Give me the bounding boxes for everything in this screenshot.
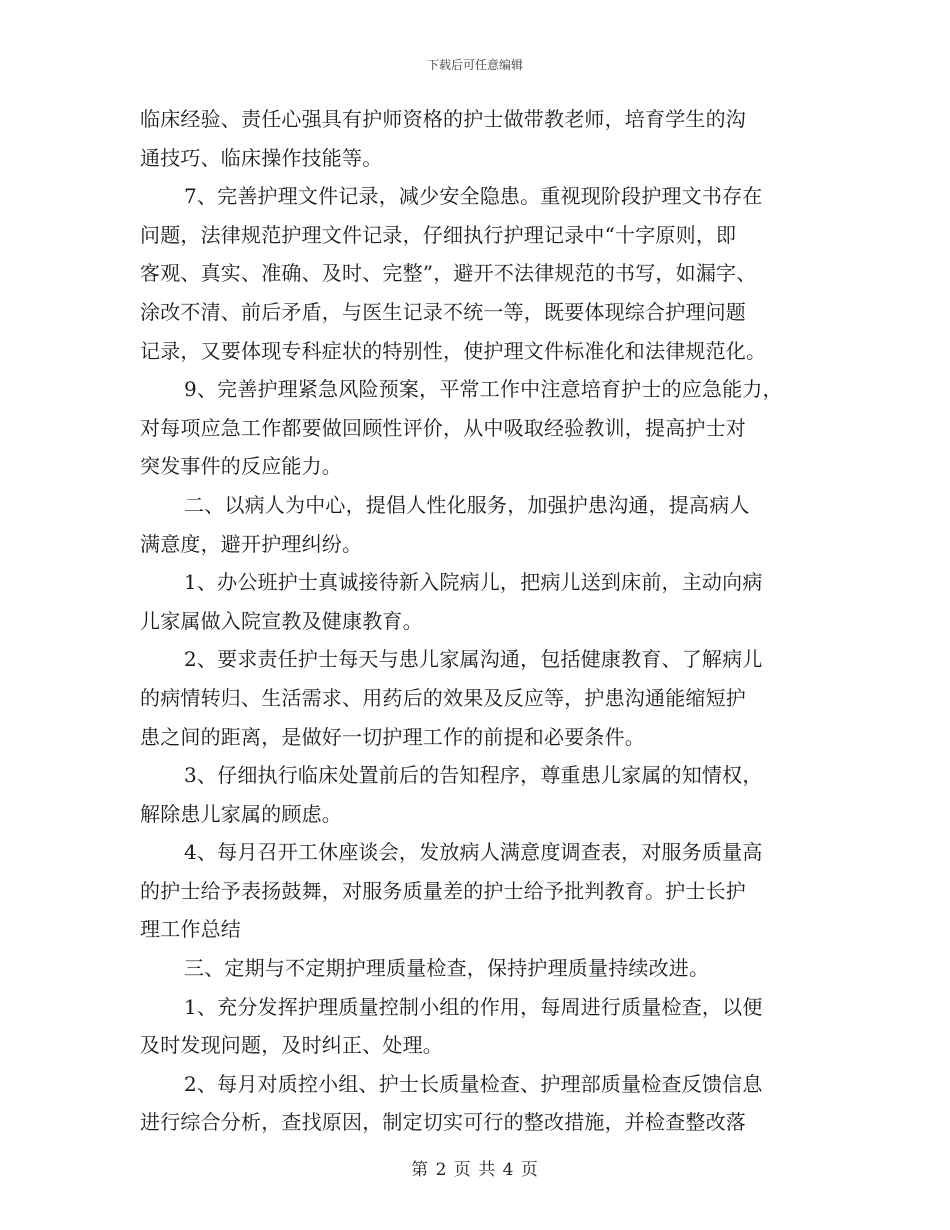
text-line: 解除患儿家属的顾虑。	[140, 801, 342, 826]
page-header: 下载后可任意编辑	[426, 58, 523, 72]
document-body	[140, 100, 830, 1142]
text-line: 对每项应急工作都要做回顾性评价，从中吸取经验教训，提高护士对	[140, 415, 746, 440]
text-line: 通技巧、临床操作技能等。	[140, 145, 383, 170]
text-line: 突发事件的反应能力。	[140, 454, 342, 479]
text-line: 问题，法律规范护理文件记录，仔细执行护理记录中“十字原则，即	[140, 222, 737, 247]
text-line: 满意度，避开护理纠纷。	[140, 531, 363, 556]
text-line: 理工作总结	[140, 917, 241, 942]
text-line: 9、完善护理紧急风险预案，平常工作中注意培育护士的应急能力，	[184, 377, 783, 402]
text-line: 记录，又要体现专科症状的特别性，使护理文件标准化和法律规范化。	[140, 338, 767, 363]
text-line: 2、要求责任护士每天与患儿家属沟通，包括健康教育、了解病儿	[184, 647, 763, 672]
text-line: 儿家属做入院宣教及健康教育。	[140, 608, 423, 633]
text-line: 1、办公班护士真诚接待新入院病儿，把病儿送到床前，主动向病	[184, 570, 763, 595]
text-line: 7、完善护理文件记录，减少安全隐患。重视现阶段护理文书存在	[184, 184, 763, 209]
text-line: 4、每月召开工休座谈会，发放病人满意度调查表，对服务质量高	[184, 840, 763, 865]
text-line: 三、定期与不定期护理质量检查，保持护理质量持续改进。	[184, 956, 710, 981]
page-footer: 第 2 页 共 4 页	[411, 1160, 539, 1180]
text-line: 1、充分发挥护理质量控制小组的作用，每周进行质量检查，以便	[184, 994, 763, 1019]
text-line: 二、以病人为中心，提倡人性化服务，加强护患沟通，提高病人	[184, 492, 750, 517]
text-line: 临床经验、责任心强具有护师资格的护士做带教老师，培育学生的沟	[140, 107, 746, 131]
text-line: 3、仔细执行临床处置前后的告知程序，尊重患儿家属的知情权，	[184, 763, 763, 788]
text-line: 患之间的距离，是做好一切护理工作的前提和必要条件。	[140, 724, 645, 749]
text-line: 涂改不清、前后矛盾，与医生记录不统一等，既要体现综合护理问题	[140, 299, 746, 324]
text-line: 及时发现问题，及时纠正、处理。	[140, 1033, 443, 1058]
text-line: 进行综合分析，查找原因，制定切实可行的整改措施，并检查整改落	[140, 1110, 746, 1135]
text-line: 的病情转归、生活需求、用药后的效果及反应等，护患沟通能缩短护	[140, 685, 746, 710]
text-line: 的护士给予表扬鼓舞，对服务质量差的护士给予批判教育。护士长护	[140, 878, 746, 903]
text-line: 2、每月对质控小组、护士长质量检查、护理部质量检查反馈信息	[184, 1071, 763, 1096]
text-line: 客观、真实、准确、及时、完整”，避开不法律规范的书写，如漏字、	[140, 261, 757, 286]
